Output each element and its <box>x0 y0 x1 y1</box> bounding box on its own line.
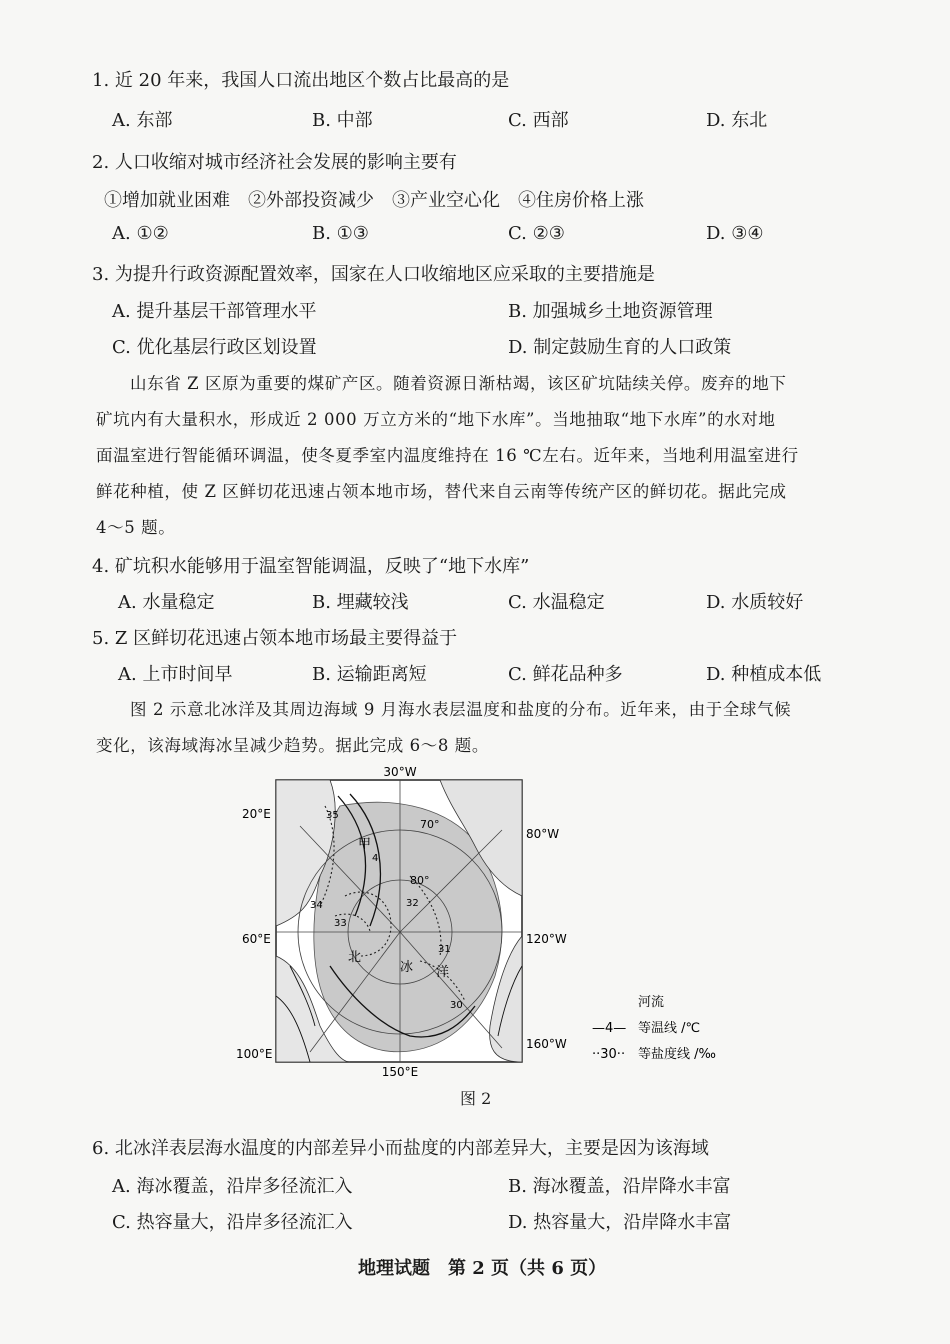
question-3-stem: 3. 为提升行政资源配置效率，国家在人口收缩地区应采取的主要措施是 <box>92 264 655 285</box>
ocean-char-1: 北 <box>348 950 362 965</box>
q1-option-b: B. 中部 <box>312 110 373 131</box>
label-160w: 160°W <box>526 1037 567 1051</box>
q2-option-d: D. ③④ <box>706 223 764 244</box>
arctic-map-figure <box>236 765 740 1106</box>
q5-option-c: C. 鲜花品种多 <box>508 664 623 685</box>
passage-2-line: 图 2 示意北冰洋及其周边海域 9 月海水表层温度和盐度的分布。近年来，由于全球气候 <box>130 700 792 719</box>
ocean-char-3: 洋 <box>436 965 450 980</box>
point-jia: 甲 <box>358 837 372 852</box>
question-5-stem: 5. Z 区鲜切花迅速占领本地市场最主要得益于 <box>92 628 458 649</box>
label-80w: 80°W <box>526 827 560 841</box>
q2-option-c: C. ②③ <box>508 223 565 244</box>
label-150e: 150°E <box>381 1065 419 1079</box>
q6-option-d: D. 热容量大，沿岸降水丰富 <box>508 1212 732 1233</box>
q6-option-c: C. 热容量大，沿岸多径流汇入 <box>112 1212 353 1233</box>
q6-option-a: A. 海冰覆盖，沿岸多径流汇入 <box>112 1176 353 1197</box>
q4-option-a: A. 水量稳定 <box>118 592 215 613</box>
page-footer: 地理试题 第 2 页（共 6 页） <box>358 1258 607 1279</box>
legend-isotherm-symbol: —4— <box>592 1021 627 1036</box>
label-lat-80: 80° <box>410 874 430 887</box>
label-100e: 100°E <box>236 1047 273 1061</box>
label-120w: 120°W <box>526 932 567 946</box>
isotherm-label-4: 4 <box>372 853 379 864</box>
label-20e: 20°E <box>242 807 271 821</box>
label-lat-70: 70° <box>420 818 440 831</box>
isohaline-label-33: 33 <box>334 918 347 929</box>
passage-1-line: 山东省 Z 区原为重要的煤矿产区。随着资源日渐枯竭，该区矿坑陆续关停。废弃的地下 <box>130 374 787 393</box>
q4-option-b: B. 埋藏较浅 <box>312 592 409 613</box>
isohaline-label-34: 34 <box>310 900 323 911</box>
passage-1-line: 矿坑内有大量积水，形成近 2 000 万立方米的“地下水库”。当地抽取“地下水库”的水对地 <box>96 410 776 429</box>
legend-isohaline: 等盐度线 /‰ <box>638 1047 716 1062</box>
legend-river: 河流 <box>638 995 665 1010</box>
q3-option-d: D. 制定鼓励生育的人口政策 <box>508 337 732 358</box>
isohaline-label-30: 30 <box>450 1000 463 1011</box>
q2-option-b: B. ①③ <box>312 223 369 244</box>
q1-option-a: A. 东部 <box>112 110 173 131</box>
ocean-char-2: 冰 <box>400 960 414 975</box>
q3-option-b: B. 加强城乡土地资源管理 <box>508 301 713 322</box>
q4-option-d: D. 水质较好 <box>706 592 804 613</box>
q3-option-a: A. 提升基层干部管理水平 <box>112 301 317 322</box>
q2-items: ①增加就业困难 ②外部投资减少 ③产业空心化 ④住房价格上涨 <box>104 190 644 211</box>
legend-isohaline-symbol: ··30·· <box>592 1047 626 1062</box>
map-legend <box>592 994 716 1062</box>
question-1-stem: 1. 近 20 年来，我国人口流出地区个数占比最高的是 <box>92 70 510 91</box>
figure-caption: 图 2 <box>460 1089 492 1108</box>
isohaline-label-35: 35 <box>326 810 339 821</box>
q5-option-a: A. 上市时间早 <box>118 664 233 685</box>
isohaline-label-31: 31 <box>438 944 451 955</box>
label-60e: 60°E <box>242 932 271 946</box>
question-2-stem: 2. 人口收缩对城市经济社会发展的影响主要有 <box>92 152 457 173</box>
isohaline-label-32: 32 <box>406 898 419 909</box>
q4-option-c: C. 水温稳定 <box>508 592 605 613</box>
q6-option-b: B. 海冰覆盖，沿岸降水丰富 <box>508 1176 731 1197</box>
passage-1-line: 鲜花种植，使 Z 区鲜切花迅速占领本地市场，替代来自云南等传统产区的鲜切花。据此完成 <box>96 482 787 501</box>
question-4-stem: 4. 矿坑积水能够用于温室智能调温，反映了“地下水库” <box>92 556 530 577</box>
q2-option-a: A. ①② <box>112 223 169 244</box>
q3-option-c: C. 优化基层行政区划设置 <box>112 337 317 358</box>
passage-1-line: 4～5 题。 <box>96 518 176 537</box>
q5-option-d: D. 种植成本低 <box>706 664 822 685</box>
q5-option-b: B. 运输距离短 <box>312 664 427 685</box>
passage-1-line: 面温室进行智能循环调温，使冬夏季室内温度维持在 16 ℃左右。近年来，当地利用温室进行 <box>96 446 799 465</box>
q1-option-d: D. 东北 <box>706 110 768 131</box>
label-30w: 30°W <box>383 765 417 779</box>
arctic-map <box>236 765 740 1106</box>
passage-2-line: 变化，该海域海冰呈减少趋势。据此完成 6～8 题。 <box>96 736 489 755</box>
legend-isotherm: 等温线 /℃ <box>638 1021 701 1036</box>
q1-option-c: C. 西部 <box>508 110 569 131</box>
question-6-stem: 6. 北冰洋表层海水温度的内部差异小而盐度的内部差异大，主要是因为该海域 <box>92 1138 709 1159</box>
